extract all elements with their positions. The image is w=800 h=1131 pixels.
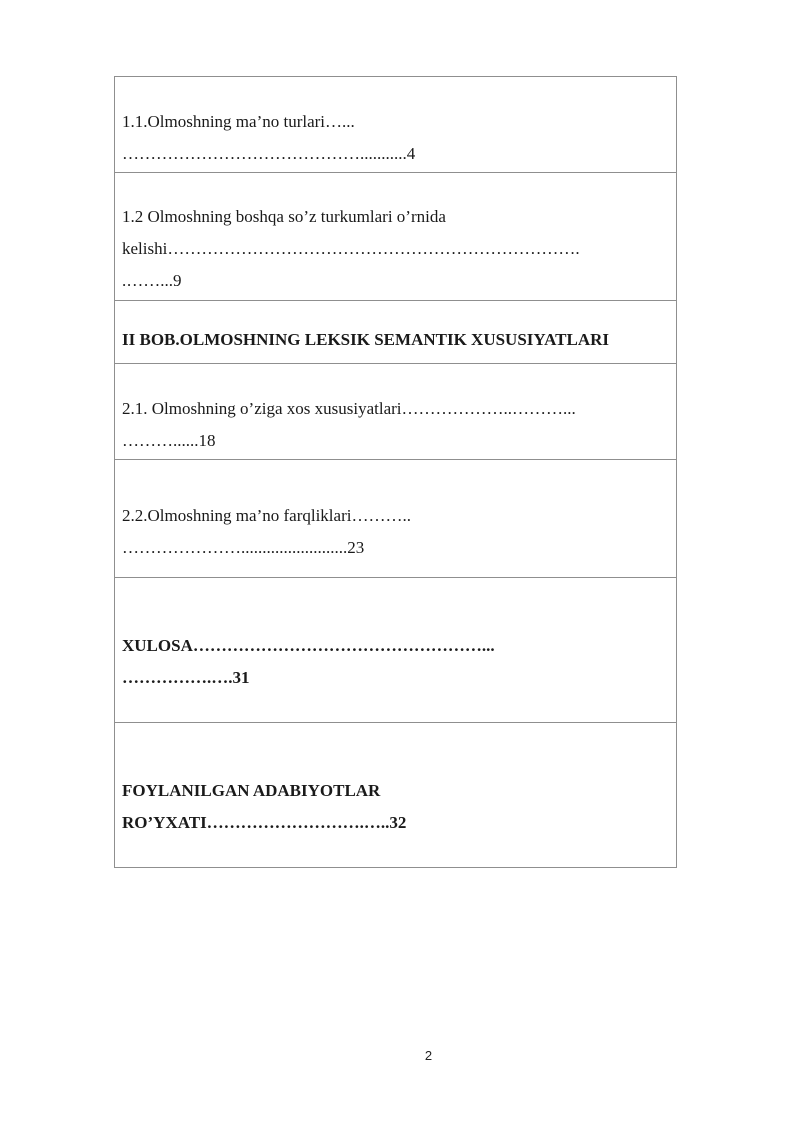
toc-entry-title: 1.1.Olmoshning ma’no turlari…... (122, 112, 355, 131)
toc-entry-1-2 (115, 173, 677, 301)
toc-entry-2-2 (115, 460, 677, 578)
toc-entry-title: 1.2 Olmoshning boshqa so’z turkumlari o’rnida (122, 207, 446, 226)
toc-entry-2-1 (115, 364, 677, 460)
toc-row (115, 578, 677, 723)
toc-entry-references (115, 723, 677, 868)
toc-entry-title: XULOSA……………………………………………... (122, 636, 495, 655)
toc-entry-title: FOYLANILGAN ADABIYOTLAR (122, 781, 381, 800)
toc-chapter-title: II BOB.OLMOSHNING LEKSIK SEMANTIK XUSUSIYATLARI (122, 330, 609, 349)
toc-entry-title-continued: kelishi………………………………………………………………. (122, 239, 580, 258)
toc-row (115, 173, 677, 301)
table-of-contents (114, 76, 677, 868)
toc-entry-leader-page: .……...9 (122, 271, 182, 290)
toc-entry-title: 2.1. Olmoshning o’ziga xos xususiyatlari………………..………... (122, 399, 576, 418)
page-number: 2 (424, 1048, 433, 1063)
toc-chapter-heading (115, 301, 677, 364)
toc-row (115, 460, 677, 578)
toc-row (115, 364, 677, 460)
toc-entry-leader-page: …………….….31 (122, 668, 250, 687)
toc-row (115, 301, 677, 364)
toc-entry-leader-page: ………………….........................23 (122, 538, 365, 557)
toc-entry-leader-page: ……………………………………...........4 (122, 144, 416, 163)
toc-entry-title: 2.2.Olmoshning ma’no farqliklari……….. (122, 506, 411, 525)
toc-row (115, 77, 677, 173)
toc-row (115, 723, 677, 868)
toc-entry-leader-page: RO’YXATI……………………….…..32 (122, 813, 407, 832)
toc-entry-1-1 (115, 77, 677, 173)
toc-entry-leader-page: ………......18 (122, 431, 216, 450)
toc-entry-conclusion (115, 578, 677, 723)
